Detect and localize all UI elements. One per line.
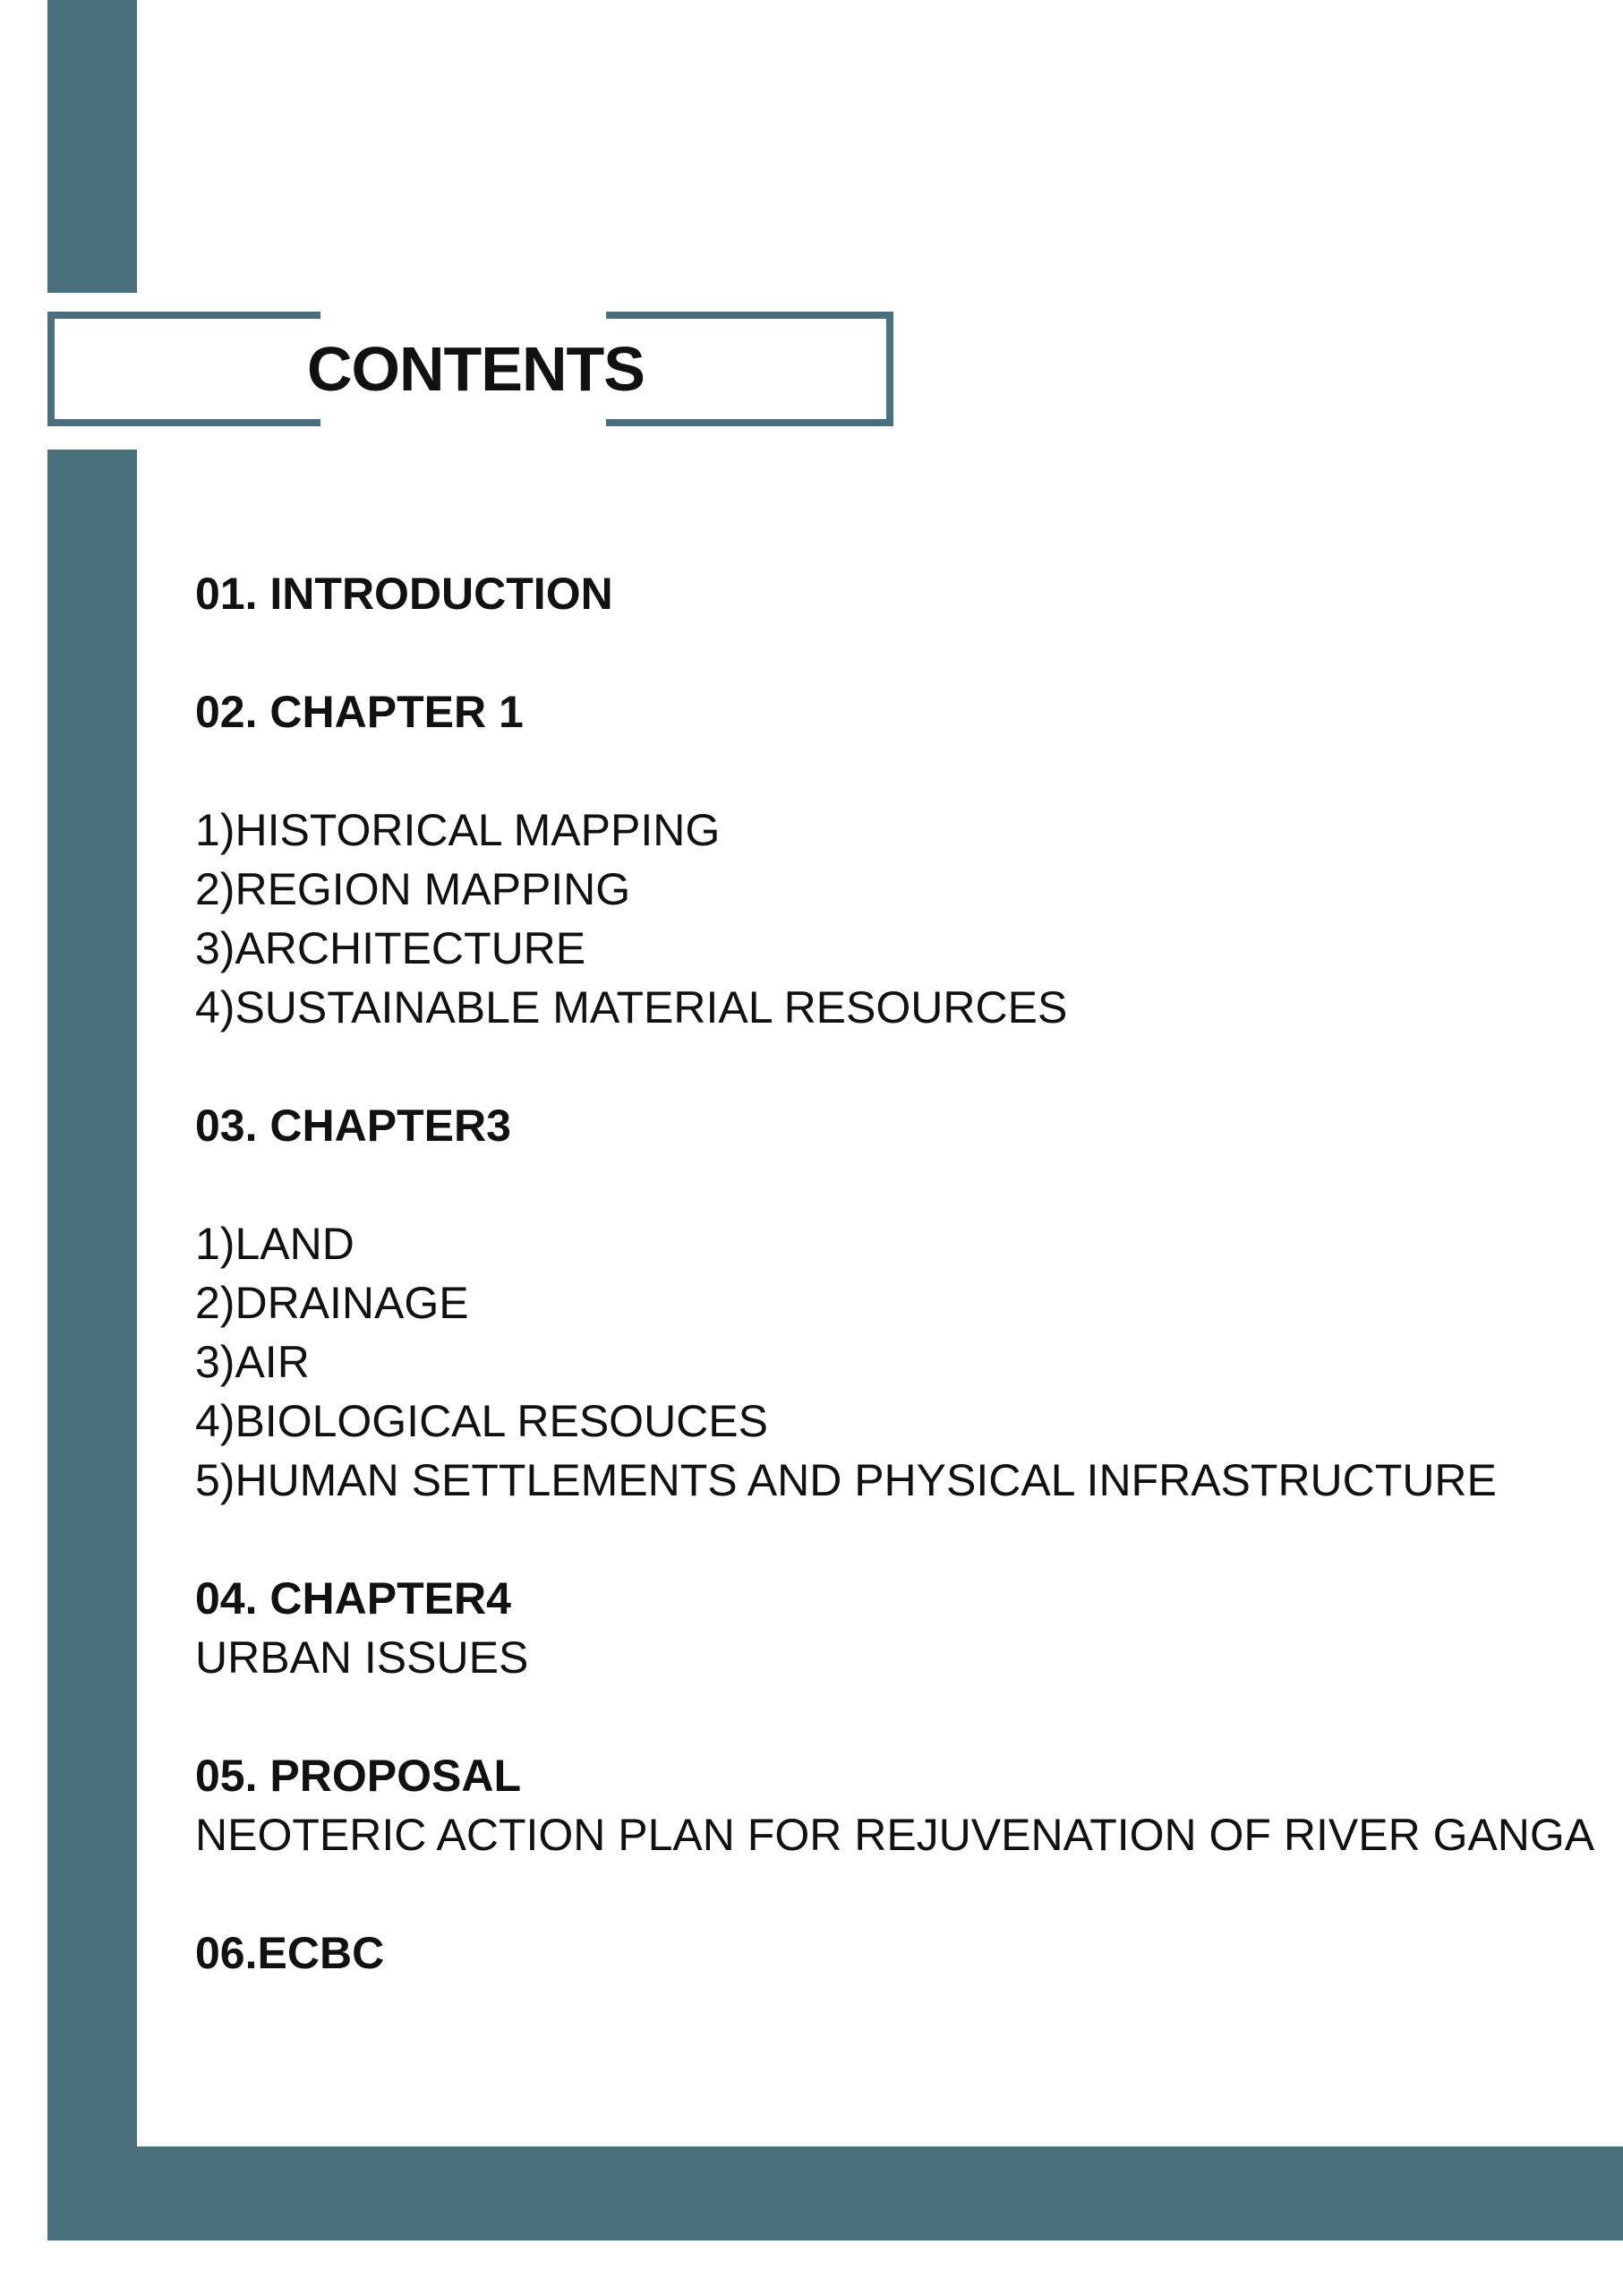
toc-heading-chapter-1: 02. CHAPTER 1	[195, 687, 524, 737]
toc-subtitle-chapter-4: URBAN ISSUES	[195, 1632, 529, 1683]
toc-item: 3)AIR	[195, 1337, 310, 1387]
decorative-bar-top	[47, 0, 137, 293]
toc-item: 1)HISTORICAL MAPPING	[195, 805, 721, 855]
toc-item: 5)HUMAN SETTLEMENTS AND PHYSICAL INFRASTRUCTURE	[195, 1455, 1497, 1505]
decorative-bar-bottom	[47, 2146, 1623, 2240]
frame-border-top-right	[606, 312, 893, 319]
frame-border-bottom-right	[606, 419, 893, 426]
contents-title-frame	[47, 312, 893, 426]
frame-border-left	[47, 312, 55, 426]
toc-subtitle-proposal: NEOTERIC ACTION PLAN FOR REJUVENATION OF RIVER GANGA	[195, 1810, 1595, 1860]
page-title: CONTENTS	[307, 334, 645, 404]
toc-heading-chapter-4: 04. CHAPTER4	[195, 1573, 511, 1623]
toc-heading-introduction: 01. INTRODUCTION	[195, 569, 613, 619]
frame-border-right	[886, 312, 893, 426]
frame-border-bottom-left	[47, 419, 320, 426]
toc-item: 4)BIOLOGICAL RESOUCES	[195, 1396, 768, 1446]
toc-heading-chapter-3: 03. CHAPTER3	[195, 1101, 511, 1151]
table-of-contents	[195, 564, 1610, 1983]
toc-item: 2)DRAINAGE	[195, 1278, 469, 1328]
toc-item: 1)LAND	[195, 1219, 354, 1269]
toc-item: 3)ARCHITECTURE	[195, 923, 586, 973]
toc-item: 4)SUSTAINABLE MATERIAL RESOURCES	[195, 982, 1068, 1032]
frame-border-top-left	[47, 312, 320, 319]
toc-heading-ecbc: 06.ECBC	[195, 1928, 385, 1978]
toc-heading-proposal: 05. PROPOSAL	[195, 1751, 521, 1801]
decorative-bar-side	[47, 450, 137, 2240]
toc-item: 2)REGION MAPPING	[195, 864, 631, 914]
